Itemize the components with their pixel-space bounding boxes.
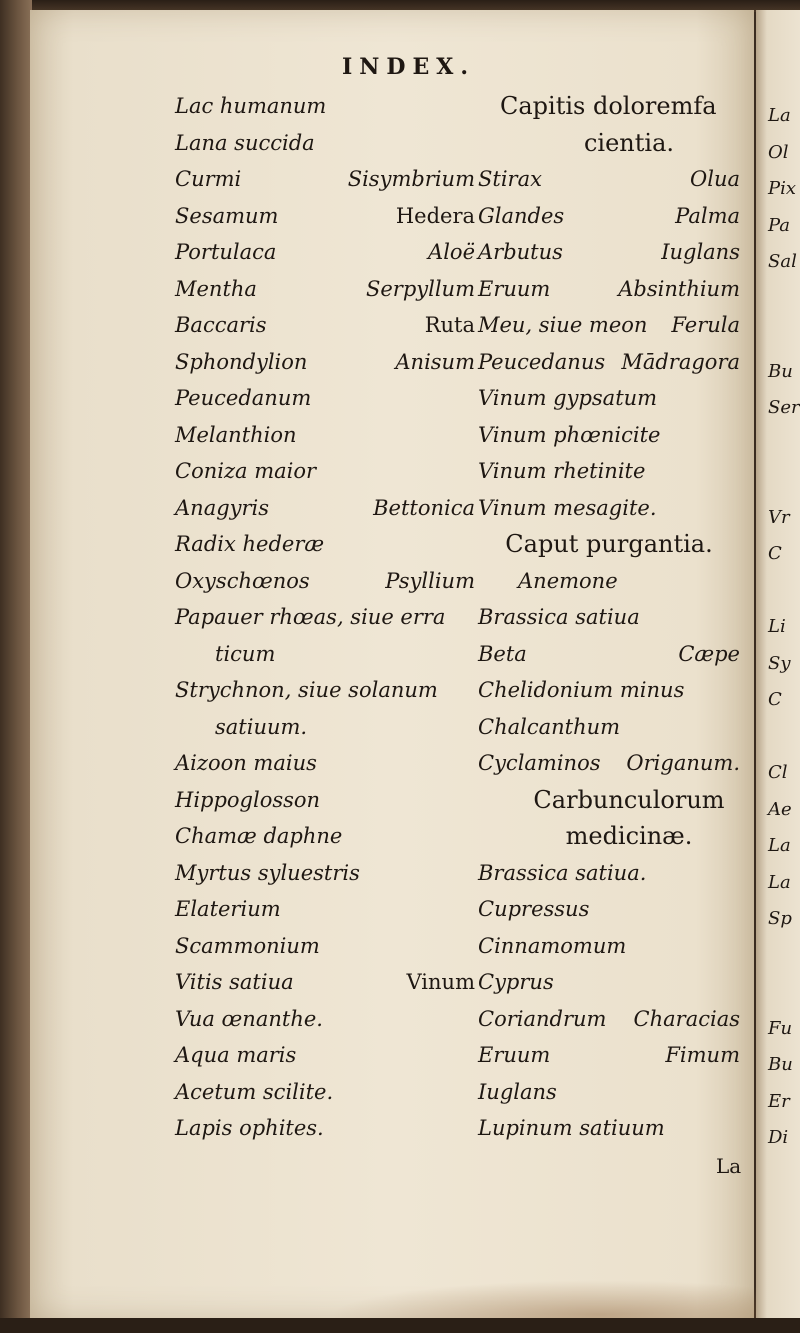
entry-term-secondary: Ferula xyxy=(671,313,740,337)
entry-term-secondary: Olua xyxy=(690,167,740,191)
facing-page-fragment: Pix xyxy=(768,178,797,199)
facing-page-fragment: Cl xyxy=(768,762,788,783)
facing-page-fragment: Sp xyxy=(768,908,792,929)
entry-term: Vinum phœnicite xyxy=(478,422,661,447)
entry-term: Radix hederæ xyxy=(175,532,325,556)
index-entry xyxy=(175,891,475,928)
entry-term: Anemone xyxy=(518,568,618,593)
entry-term: Curmi xyxy=(175,167,242,191)
index-entry xyxy=(478,672,740,709)
index-entry xyxy=(175,417,475,454)
index-entry xyxy=(478,526,740,563)
index-entry xyxy=(478,453,740,490)
entry-term: Lana succida xyxy=(175,130,315,155)
index-entry xyxy=(175,490,475,527)
index-entry xyxy=(478,1074,740,1111)
entry-term: Lac humanum xyxy=(175,94,327,118)
entry-term: Carbunculorum xyxy=(533,785,725,814)
facing-page-fragment: C xyxy=(768,543,782,564)
index-entry xyxy=(175,855,475,892)
index-entry xyxy=(175,672,475,709)
entry-term: Vinum rhetinite xyxy=(478,459,646,483)
index-entry xyxy=(175,599,475,636)
index-entry xyxy=(478,490,740,527)
index-entry xyxy=(478,964,740,1001)
entry-term: Hippoglosson xyxy=(175,787,321,812)
index-entry xyxy=(175,928,475,965)
entry-term: Portulaca xyxy=(175,240,277,264)
entry-term: satiuum. xyxy=(215,714,308,739)
index-entry xyxy=(175,818,475,855)
index-entry xyxy=(175,234,475,271)
entry-term-secondary: Sisymbrium xyxy=(347,167,475,191)
facing-page-fragment: Di xyxy=(768,1127,789,1148)
index-entry xyxy=(175,709,475,746)
index-entry xyxy=(478,782,740,819)
index-entry xyxy=(478,1110,740,1147)
index-entry xyxy=(175,563,475,600)
entry-term: Sesamum xyxy=(175,203,279,228)
entry-term: Aqua maris xyxy=(175,1043,297,1067)
index-entry xyxy=(175,1074,475,1111)
entry-term: Lupinum satiuum xyxy=(478,1116,665,1140)
facing-page-fragment: Ae xyxy=(768,798,792,820)
facing-page-fragment: Ol xyxy=(768,141,789,163)
facing-page-fragment: Sy xyxy=(768,652,791,674)
entry-term: Eruum xyxy=(478,1043,551,1067)
entry-term: Vitis satiua xyxy=(175,970,294,994)
entry-term: Anagyris xyxy=(175,495,270,520)
entry-term-secondary: Origanum. xyxy=(626,751,740,775)
index-entry xyxy=(175,271,475,308)
entry-term: Acetum scilite. xyxy=(175,1079,334,1104)
entry-term: Oxyschœnos xyxy=(175,568,310,593)
entry-term: Meu, siue meon xyxy=(478,313,648,337)
index-entry xyxy=(478,380,740,417)
entry-term: Sphondylion xyxy=(175,349,308,374)
entry-term: cientia. xyxy=(583,128,675,157)
entry-term: medicinæ. xyxy=(565,822,693,850)
entry-term-secondary: Vinum xyxy=(406,970,475,994)
index-entry xyxy=(175,344,475,381)
entry-term: Vua œnanthe. xyxy=(175,1006,323,1031)
index-entry xyxy=(478,636,740,673)
entry-term-secondary: Hedera xyxy=(395,203,475,228)
entry-term: Coriandrum xyxy=(478,1006,607,1031)
index-entry xyxy=(478,745,740,782)
facing-page-fragment: Bu xyxy=(768,1054,793,1075)
book-gutter xyxy=(0,0,32,1333)
index-entry xyxy=(175,380,475,417)
entry-term-secondary: Iuglans xyxy=(661,240,740,264)
entry-term: Arbutus xyxy=(478,240,563,264)
entry-term-secondary: Serpyllum xyxy=(365,276,475,301)
facing-page-fragment: La xyxy=(768,835,791,856)
entry-term: Chelidonium minus xyxy=(478,678,685,702)
facing-page-fragment: La xyxy=(768,105,791,126)
entry-term: Chamæ daphne xyxy=(175,824,343,848)
index-entry xyxy=(478,563,740,600)
entry-term: Peucedanus xyxy=(478,349,606,374)
facing-page-fragment: Vr xyxy=(768,506,790,528)
entry-term: Iuglans xyxy=(478,1079,557,1104)
facing-page-fragment: Bu xyxy=(768,360,793,382)
index-entry xyxy=(478,198,740,235)
entry-term-secondary: Ruta xyxy=(424,313,475,337)
facing-page-fragment: La xyxy=(768,871,791,893)
entry-term: Vinum mesagite. xyxy=(478,495,657,520)
index-entry xyxy=(175,526,475,563)
entry-term: Lapis ophites. xyxy=(175,1116,324,1140)
index-entry xyxy=(175,1037,475,1074)
index-entry xyxy=(478,271,740,308)
index-entry xyxy=(478,599,740,636)
catchword: La xyxy=(716,1154,742,1178)
entry-term: Stirax xyxy=(478,167,542,191)
index-entry xyxy=(478,1037,740,1074)
page-header: INDEX. xyxy=(342,54,475,80)
index-entry xyxy=(478,125,740,162)
entry-term-secondary: Aloë xyxy=(428,240,475,264)
index-entry xyxy=(175,964,475,1001)
entry-term: Cupressus xyxy=(478,897,590,921)
index-entry xyxy=(175,307,475,344)
index-entry xyxy=(478,891,740,928)
entry-term: Eruum xyxy=(478,276,551,301)
index-entry xyxy=(175,161,475,198)
entry-term-secondary: Palma xyxy=(675,203,740,228)
facing-page-fragment: Sal xyxy=(768,251,797,272)
entry-term: Aizoon maius xyxy=(175,751,317,775)
index-entry xyxy=(175,453,475,490)
entry-term: Brassica satiua xyxy=(478,605,640,629)
index-entry xyxy=(175,782,475,819)
index-entry xyxy=(175,1110,475,1147)
entry-term-secondary: Characias xyxy=(633,1006,740,1031)
facing-page-fragment: Pa xyxy=(768,214,791,236)
entry-term: Mentha xyxy=(175,276,257,301)
entry-term: ticum xyxy=(215,641,276,666)
entry-term: Cyprus xyxy=(478,970,554,994)
entry-term: Peucedanum xyxy=(175,386,312,410)
entry-term: Coniza maior xyxy=(175,459,317,483)
entry-term: Brassica satiua. xyxy=(478,860,647,885)
left-column xyxy=(175,88,475,1147)
index-entry xyxy=(175,198,475,235)
index-entry xyxy=(478,344,740,381)
scan-bottom-edge xyxy=(0,1318,800,1333)
index-entry xyxy=(175,88,475,125)
index-entry xyxy=(478,417,740,454)
entry-term-secondary: Cæpe xyxy=(678,641,740,666)
entry-term: Cinnamomum xyxy=(478,933,627,958)
index-entry xyxy=(175,1001,475,1038)
entry-term: Capitis doloremfa xyxy=(500,92,717,120)
entry-term: Vinum gypsatum xyxy=(478,386,658,410)
facing-page-edge xyxy=(756,10,800,1318)
entry-term: Baccaris xyxy=(175,313,267,337)
facing-page-fragment: Ser xyxy=(768,397,800,418)
index-entry xyxy=(175,745,475,782)
entry-term: Glandes xyxy=(478,203,565,228)
entry-term: Myrtus syluestris xyxy=(175,860,360,885)
index-entry xyxy=(478,88,740,125)
entry-term: Strychnon, siue solanum xyxy=(175,678,438,702)
index-entry xyxy=(478,818,740,855)
entry-term: Elaterium xyxy=(175,897,281,921)
entry-term-secondary: Psyllium xyxy=(385,568,475,593)
entry-term: Cyclaminos xyxy=(478,751,601,775)
facing-page-fragment: Fu xyxy=(768,1017,793,1039)
facing-page-fragment: Er xyxy=(768,1090,790,1112)
entry-term-secondary: Mādragora xyxy=(621,349,740,374)
index-entry xyxy=(478,709,740,746)
index-entry xyxy=(175,636,475,673)
facing-page-fragment: C xyxy=(768,689,782,710)
entry-term: Beta xyxy=(478,641,527,666)
index-entry xyxy=(478,161,740,198)
index-entry xyxy=(478,928,740,965)
entry-term: Caput purgantia. xyxy=(505,530,713,558)
entry-term: Papauer rhœas, siue erra xyxy=(175,605,446,629)
index-entry xyxy=(478,1001,740,1038)
entry-term-secondary: Absinthium xyxy=(618,276,740,301)
entry-term: Melanthion xyxy=(175,422,297,447)
index-entry xyxy=(478,307,740,344)
right-column xyxy=(478,88,740,1147)
entry-term-secondary: Fimum xyxy=(665,1043,740,1067)
entry-term-secondary: Bettonica xyxy=(373,495,475,520)
facing-page-fragment: Li xyxy=(768,616,786,637)
index-entry xyxy=(478,234,740,271)
index-entry xyxy=(175,125,475,162)
entry-term-secondary: Anisum xyxy=(395,349,475,374)
index-entry xyxy=(478,855,740,892)
entry-term: Chalcanthum xyxy=(478,714,621,739)
entry-term: Scammonium xyxy=(175,933,320,958)
